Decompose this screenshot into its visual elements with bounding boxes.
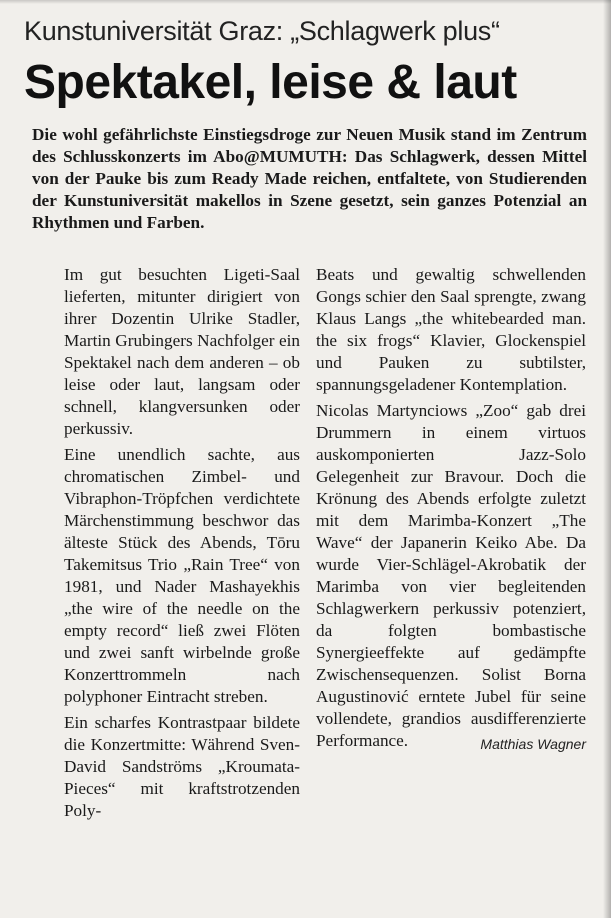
body-paragraph: Ein scharfes Kontrastpaar bildete die Konzertmitte: Während Sven-David Sandströms „Kroumata-Pieces“ mit kraftstrotzenden Poly- bbox=[64, 713, 300, 820]
article-lead: Die wohl gefährlichste Einstiegsdroge zur Neuen Musik stand im Zentrum des Schlusskonzerts im Abo@MUMUTH: Das Schlagwerk, dessen Mittel von der Pauke bis zum Ready Made reichen, entfaltete, von Studierenden der Kunstuniversität makellos in Szene gesetzt, sein ganzes Potenzial an Rhythmen und Farben. bbox=[32, 125, 587, 232]
body-paragraph-text: Nicolas Martynciows „Zoo“ gab drei Drummern in einem virtuos auskomponierten Jazz-Solo Gelegenheit zur Bravour. Doch die Krönung des Abends erfolgte zuletzt mit dem Marimba-Konzert „The Wave“ der Japanerin Keiko Abe. Da wurde Vier-Schlägel-Akrobatik der Marimba von vier begleitenden Schlagwerkern perkussiv potenziert, da folgten bombastische Synergieeffekte auf gedämpfte Zwischensequenzen. Solist Borna Augustinović erntete Jubel für seine vollendete, grandios ausdifferenzierte Performance. bbox=[316, 401, 586, 750]
page-edge-shadow-top bbox=[0, 0, 611, 4]
page-edge-shadow-right bbox=[603, 0, 611, 918]
article-headline: Spektakel, leise & laut bbox=[24, 56, 517, 109]
author-byline: Matthias Wagner bbox=[480, 736, 586, 752]
article-column-left bbox=[64, 264, 300, 822]
article-kicker: Kunstuniversität Graz: „Schlagwerk plus“ bbox=[24, 16, 500, 46]
body-paragraph: Im gut besuchten Ligeti-Saal lieferten, mitunter dirigiert von ihrer Dozentin Ulrike Stadler, Martin Grubingers Nachfolger ein Spektakel nach dem anderen – ob leise oder laut, langsam oder schnell, klangversunken oder perkussiv. bbox=[64, 265, 300, 438]
body-paragraph bbox=[316, 400, 586, 752]
body-paragraph: Beats und gewaltig schwellenden Gongs schier den Saal sprengte, zwang Klaus Langs „the whitebearded man. the six frogs“ Klavier, Glockenspiel und Pauken zu subtilster, spannungsgeladener Kontemplation. bbox=[316, 265, 586, 394]
article-column-right bbox=[316, 264, 586, 755]
body-paragraph: Eine unendlich sachte, aus chromatischen Zimbel- und Vibraphon-Tröpfchen verdichtete Märchenstimmung beschwor das älteste Stück des Abends, Tōru Takemitsus Trio „Rain Tree“ von 1981, und Nader Mashayekhis „the wire of the needle on the empty record“ ließ zwei Flöten und zwei sanft wirbelnde große Konzerttrommeln nach polyphoner Eintracht streben. bbox=[64, 445, 300, 706]
